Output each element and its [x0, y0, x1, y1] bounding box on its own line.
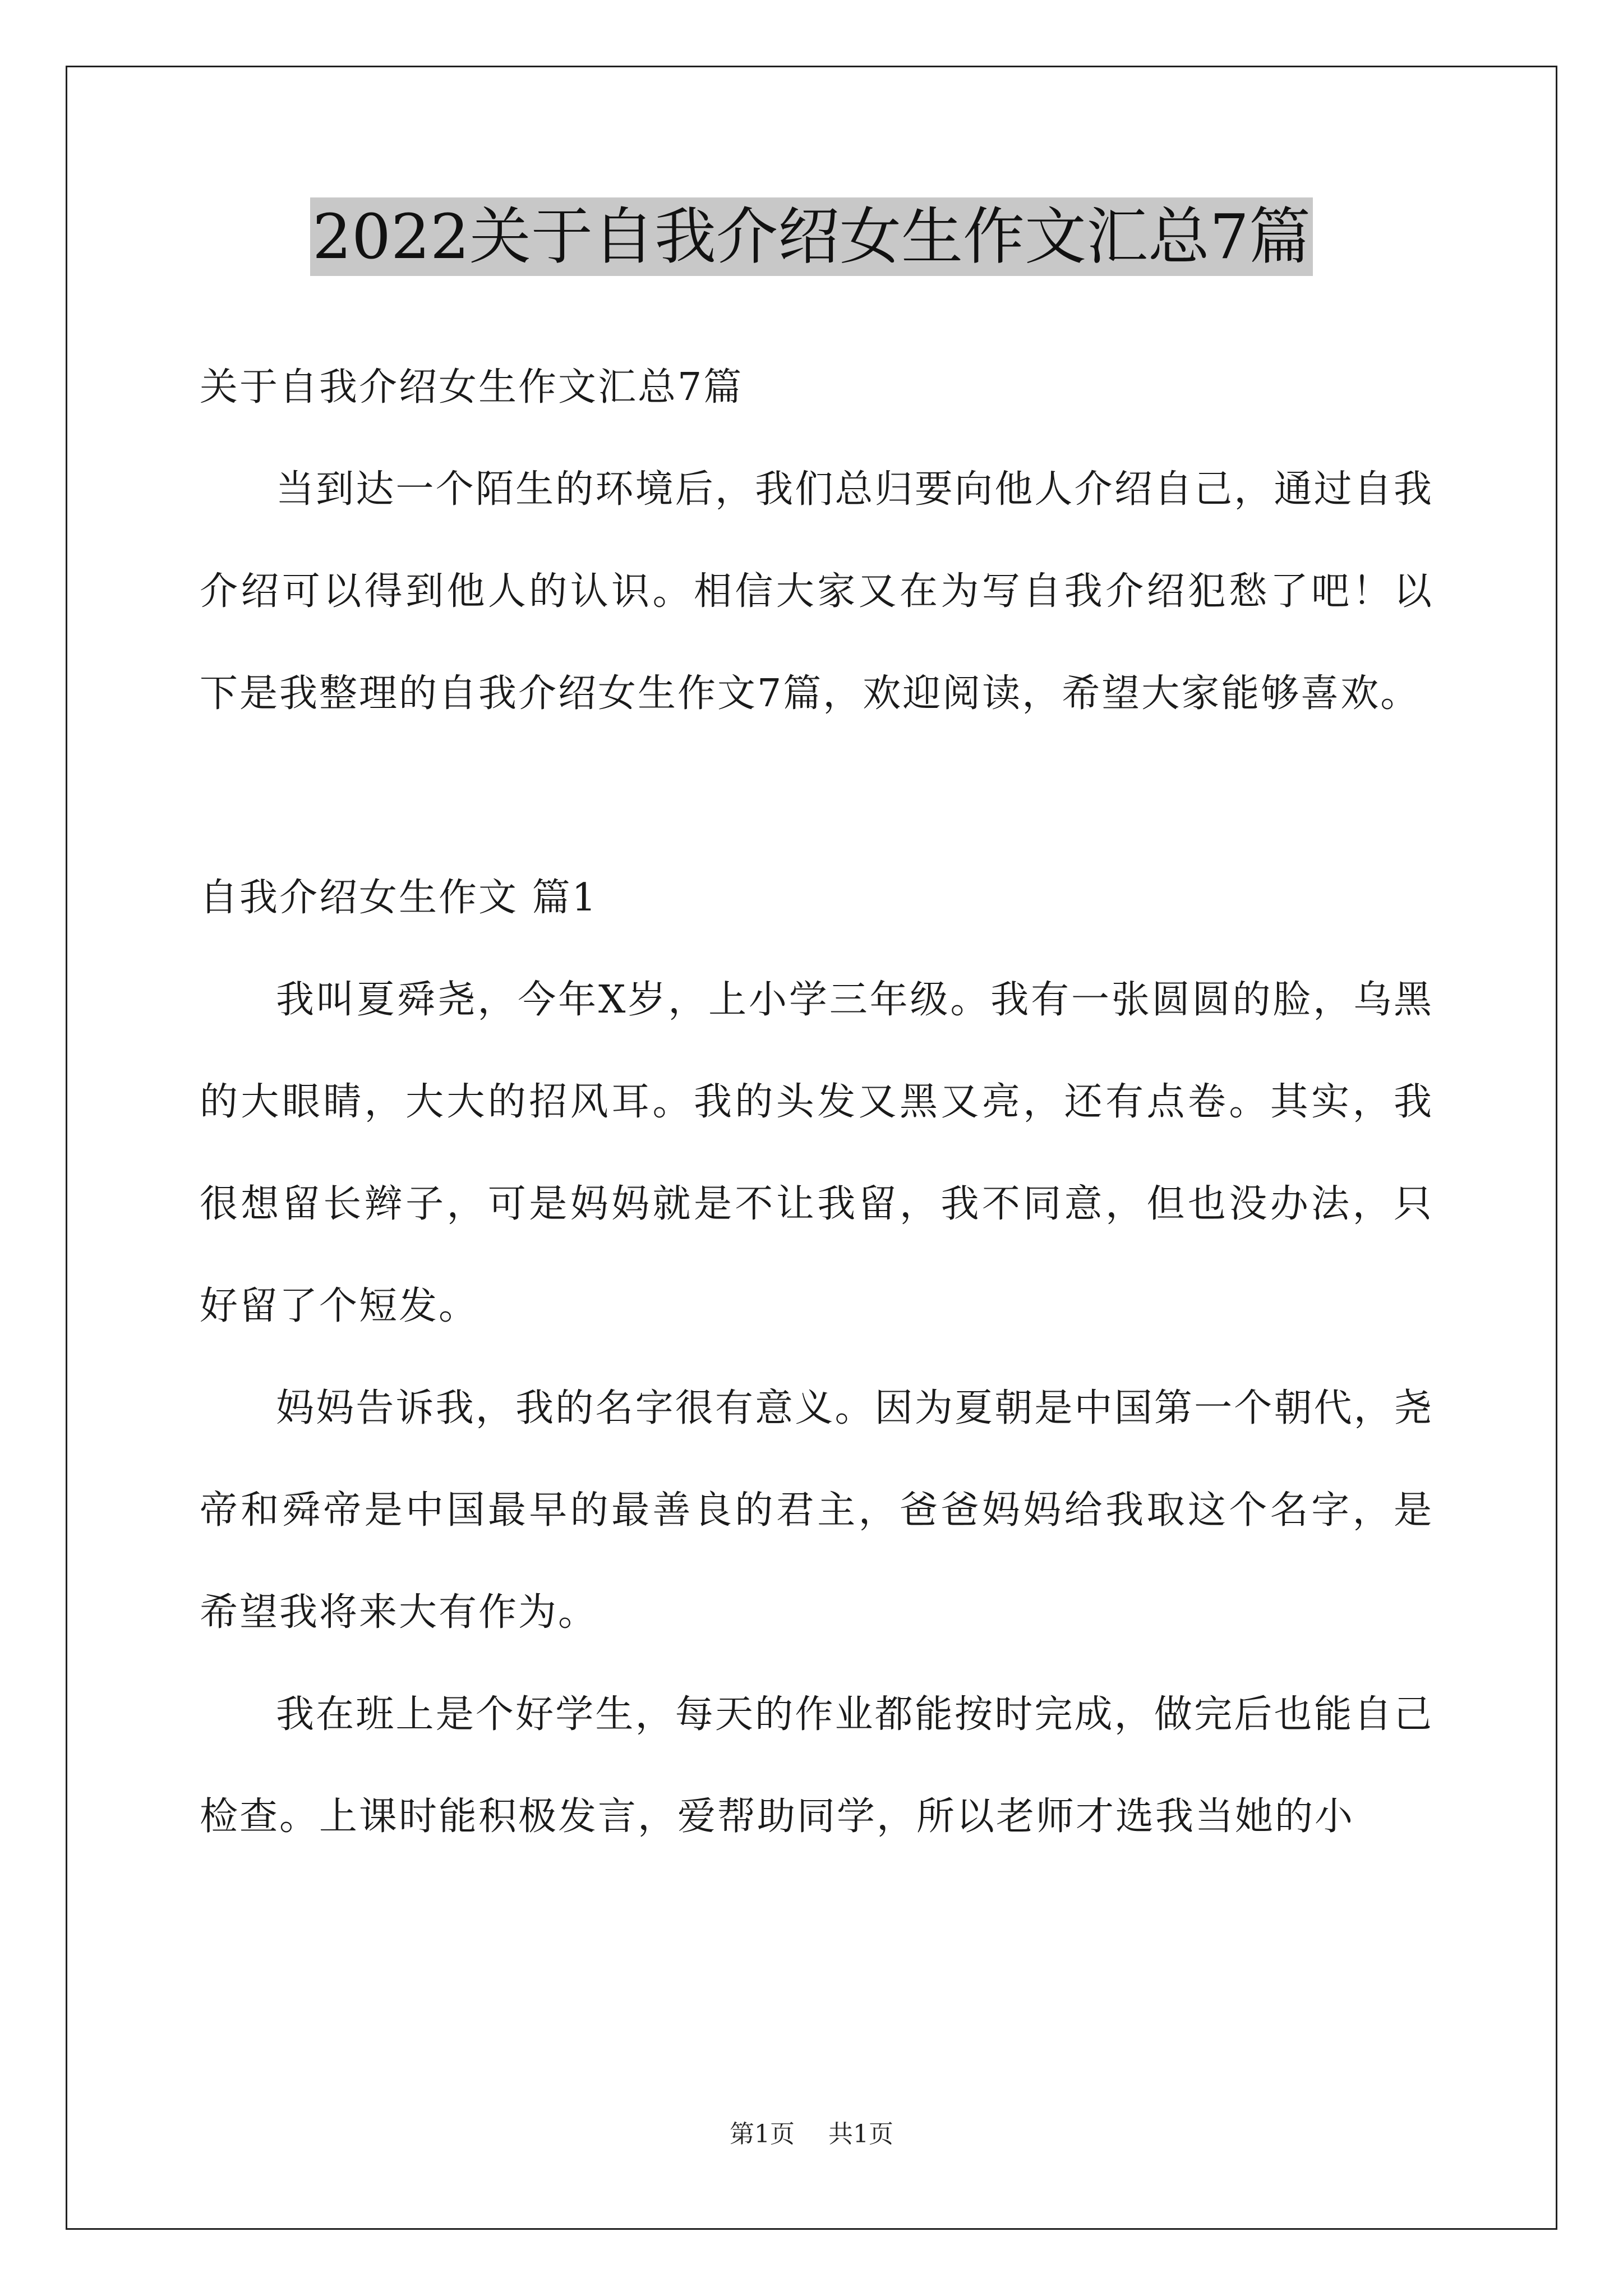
title-wrap: [0, 197, 1623, 276]
intro-paragraph: 当到达一个陌生的环境后，我们总归要向他人介绍自己，通过自我介绍可以得到他人的认识。相信大家又在为写自我介绍犯愁了吧！以下是我整理的自我介绍女生作文7篇，欢迎阅读，希望大家能够喜欢。: [200, 467, 1433, 716]
body-paragraph-2: 妈妈告诉我，我的名字很有意义。因为夏朝是中国第一个朝代，尧帝和舜帝是中国最早的最善良的君主，爸爸妈妈给我取这个名字，是希望我将来大有作为。: [200, 1386, 1433, 1635]
document-subtitle: 关于自我介绍女生作文汇总7篇: [200, 365, 744, 409]
page-total: 共1页: [828, 2120, 893, 2148]
section-heading: 自我介绍女生作文 篇1: [200, 876, 598, 920]
page-number: 第1页: [730, 2120, 795, 2148]
document-title: 2022关于自我介绍女生作文汇总7篇: [310, 197, 1313, 276]
section-spacer: [200, 745, 1433, 847]
document-body: [200, 337, 1433, 1868]
body-paragraph-1: 我叫夏舜尧，今年X岁，上小学三年级。我有一张圆圆的脸，乌黑的大眼睛，大大的招风耳。我的头发又黑又亮，还有点卷。其实，我很想留长辫子，可是妈妈就是不让我留，我不同意，但也没办法，只好留了个短发。: [200, 978, 1433, 1328]
page-footer: [0, 2114, 1623, 2150]
body-paragraph-3: 我在班上是个好学生，每天的作业都能按时完成，做完后也能自己检查。上课时能积极发言，爱帮助同学，所以老师才选我当她的小: [200, 1692, 1433, 1839]
